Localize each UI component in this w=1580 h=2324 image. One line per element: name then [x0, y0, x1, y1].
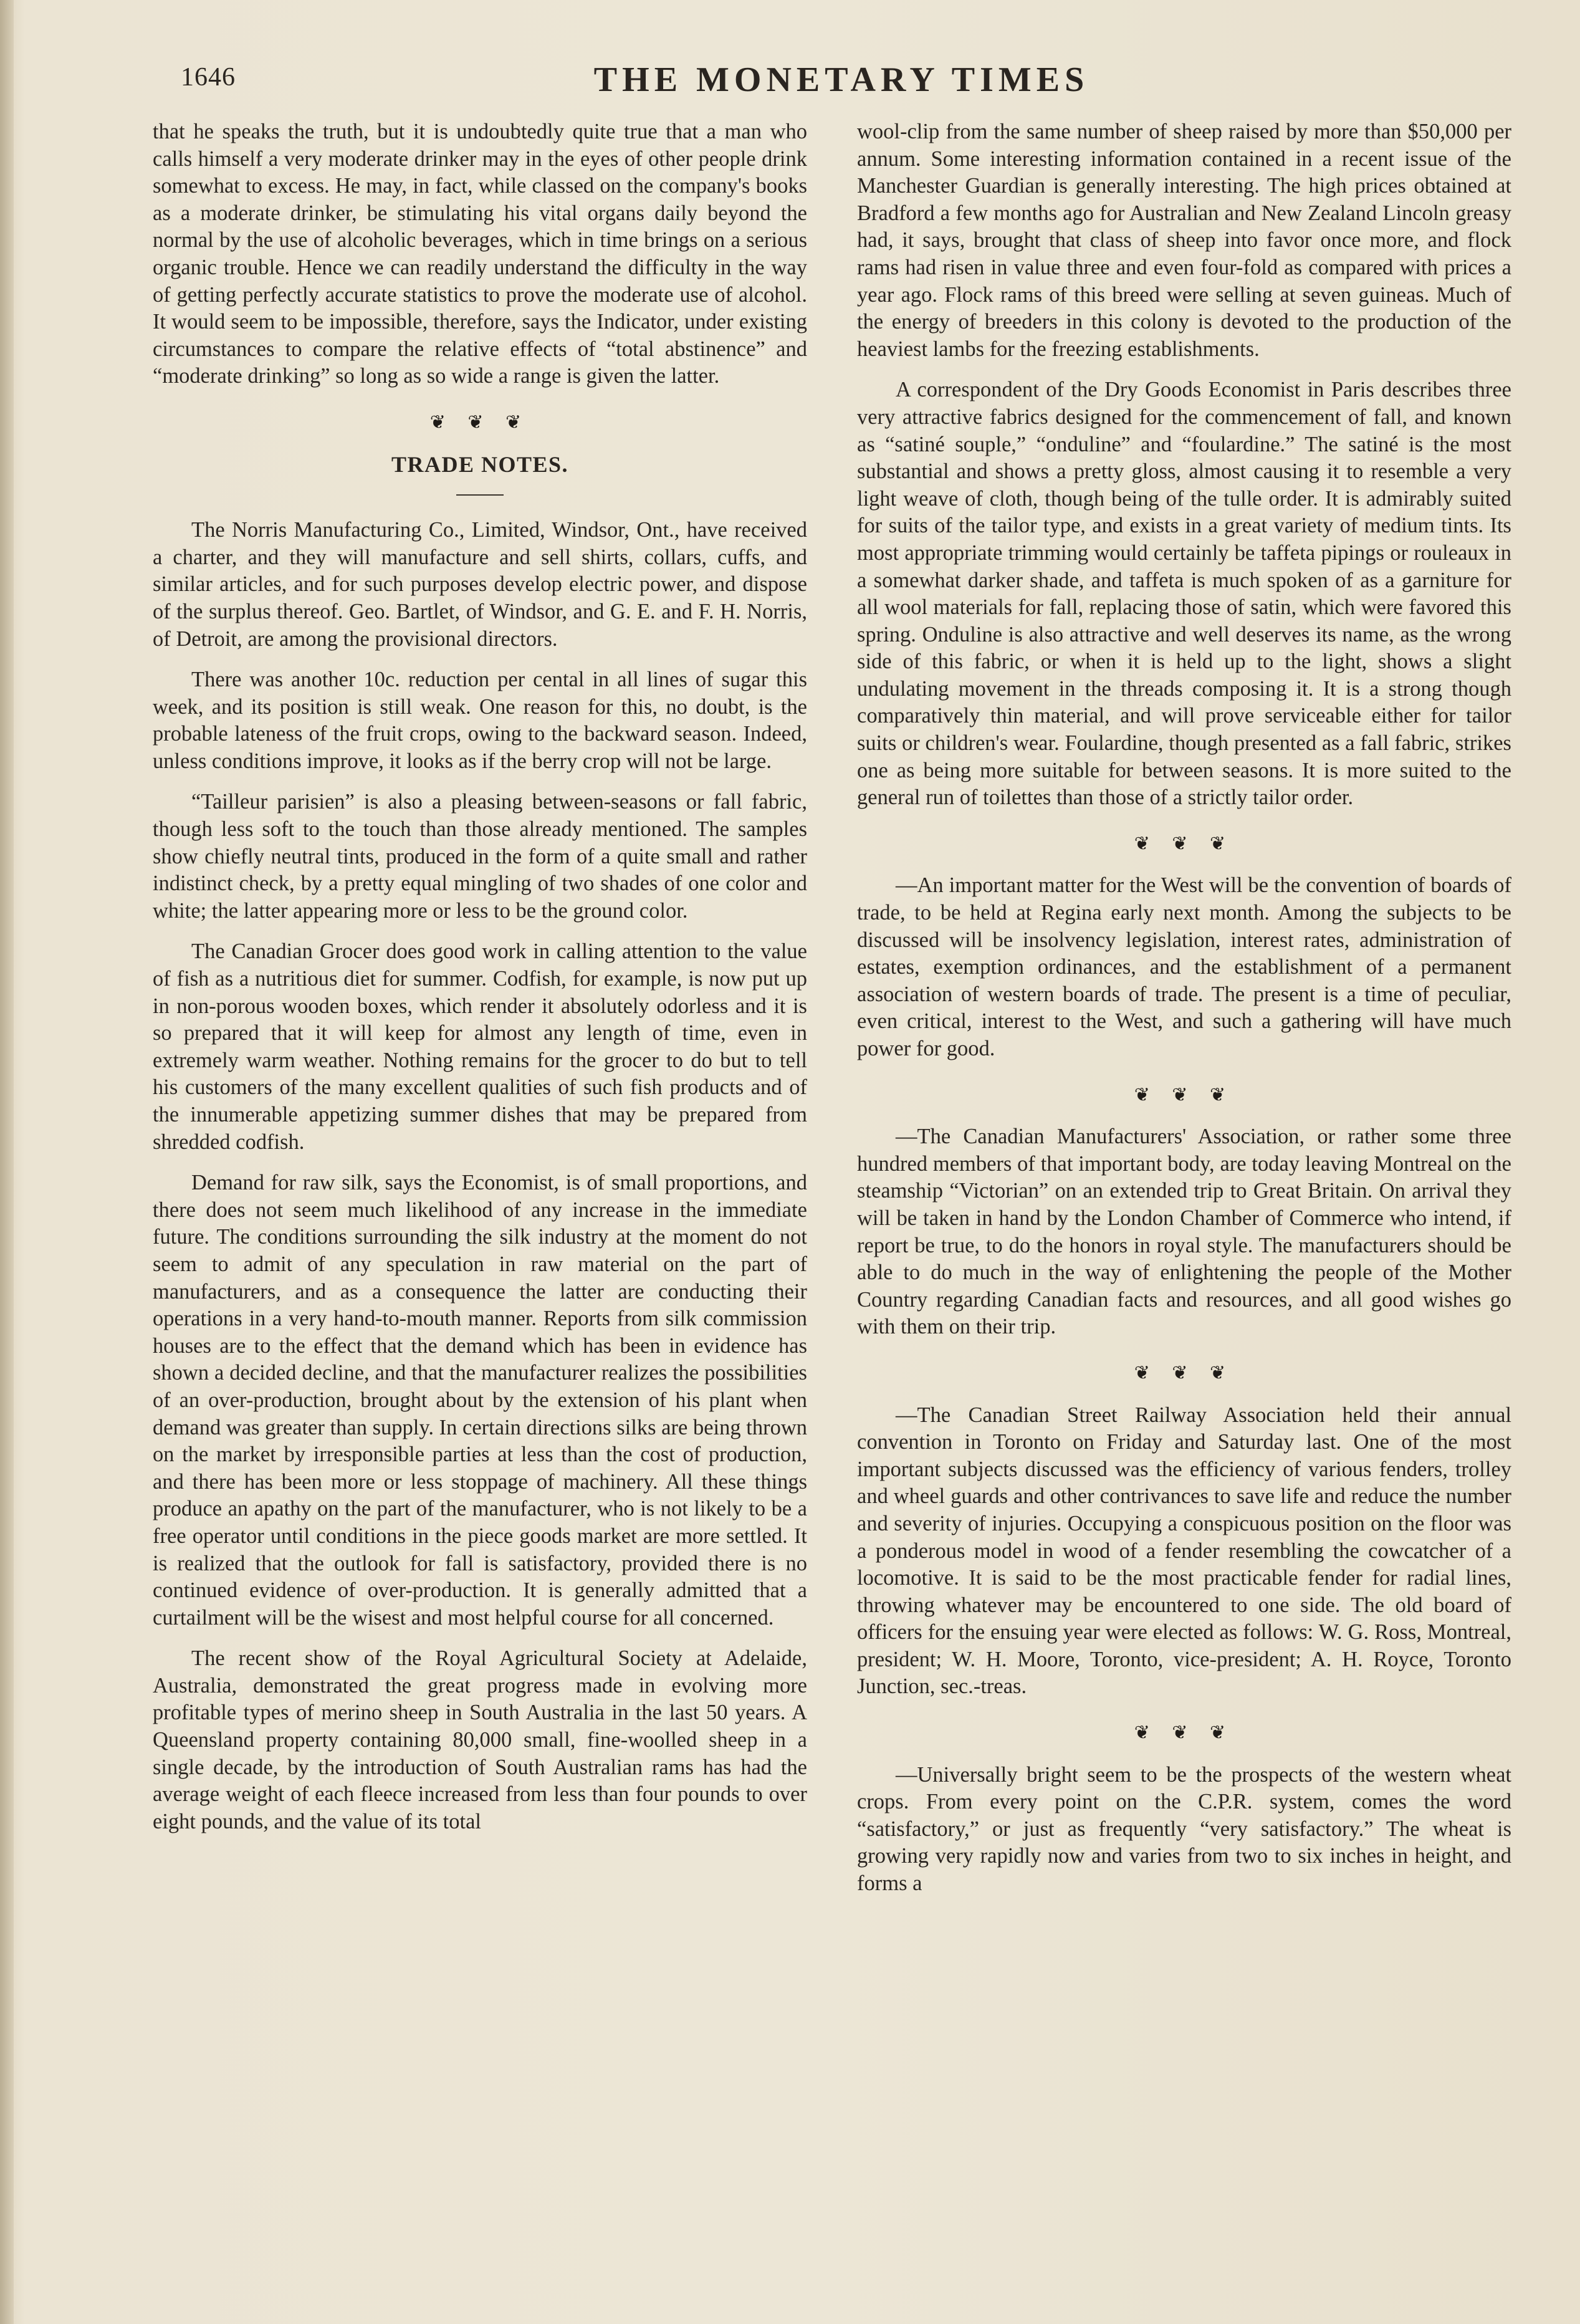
paragraph-codfish: The Canadian Grocer does good work in calling attention to the value of fish as a nutritious diet for summer. Codfish, for example, is now put up in non-porous wooden boxes, which render it absolutely odorless and it is so prepared that it will keep for almost any length of time, even in extremely warm weather. Nothing remains for the grocer to do but to tell his customers of the many excellent qualities of such fish products and of the innumerable appetizing summer dishes that may be prepared from shredded codfish. [153, 939, 807, 1154]
section-heading-trade-notes: TRADE NOTES. [391, 451, 569, 477]
paragraph-sugar: There was another 10c. reduction per cental in all lines of sugar this week, and its position is still weak. One reason for this, no doubt, is the probable lateness of the fruit crops, owing to the backward season. Indeed, unless conditions improve, it looks as if the berry crop will not be large. [153, 668, 807, 773]
paragraph-manufacturers-association: —The Canadian Manufacturers' Association, or rather some three hundred members of that important body, are today leaving Montreal on the steamship “Victorian” on an extended trip to Great Britain. On arrival they will be taken in hand by the London Chamber of Commerce who intend, if report be true, to do the honors in royal style. The manufacturers should be able to do much in the way of enlightening the people of the Mother Country regarding Canadian facts and resources, and all good wishes go with them on their trip. [857, 1125, 1511, 1339]
section-ornament: ❦ ❦ ❦ [429, 411, 530, 433]
heading-rule [456, 494, 504, 496]
book-spine-edge [0, 0, 14, 2324]
paragraph-boards-of-trade: —An important matter for the West will be the convention of boards of trade, to be held at Regina early next month. Among the subjects to be discussed will be insolvency legislation, interest rates, administration of estates, exemption ordinances, and the establishment of a permanent association of western boards of trade. The present is a time of peculiar, even critical, interest to the West, and such a gathering will have much power for good. [857, 873, 1511, 1060]
page-header [150, 62, 1533, 112]
paragraph-street-railway: —The Canadian Street Railway Association held their annual convention in Toronto on Friday and Saturday last. One of the most important subjects discussed was the efficiency of various fenders, trolley and wheel guards and other contrivances to save life and reduce the number and severity of injuries. Occupying a conspicuous position on the floor was a ponderous model in wood of a fender resembling the cowcatcher of a locomotive. It is said to be the most practicable fender for radial lines, throwing whatever may be encountered to one side. The old board of officers for the ensuing year were elected as follows: W. G. Ross, Montreal, president; W. H. Moore, Toronto, vice-president; A. H. Royce, Toronto Junction, sec.-treas. [857, 1403, 1511, 1699]
section-ornament: ❦ ❦ ❦ [1134, 1084, 1235, 1105]
left-column [153, 118, 807, 1835]
section-ornament: ❦ ❦ ❦ [1134, 1722, 1235, 1744]
paragraph-merino-sheep: The recent show of the Royal Agricultural Society at Adelaide, Australia, demonstrated the great progress made in evolving more profitable types of merino sheep in South Australia in the last 50 years. A Queensland property containing 80,000 small, fine-woolled sheep in a single decade, by the introduction of South Australian rams has had the average weight of each fleece increased from less than four pounds to over eight pounds, and the value of its total [153, 1646, 807, 1833]
paragraph-continued: that he speaks the truth, but it is undoubtedly quite true that a man who calls himself a very moderate drinker may in the eyes of other people drink somewhat to excess. He may, in fact, while classed on the company's books as a moderate drinker, be stimulating his vital organs daily beyond the normal by the use of alcoholic beverages, which in time brings on a serious organic trouble. Hence we can readily understand the difficulty in the way of getting perfectly accurate statistics to prove the moderate use of alcohol. It would seem to be impossible, therefore, says the Indicator, under existing circumstances to compare the relative effects of “total abstinence” and “moderate drinking” so long as so wide a range is given the latter. [153, 120, 807, 388]
right-column [857, 118, 1511, 1898]
paragraph-wool-clip: wool-clip from the same number of sheep raised by more than $50,000 per annum. Some interesting information contained in a recent issue of the Manchester Guardian is generally interesting. The high prices obtained at Bradford a few months ago for Australian and New Zealand Lincoln greasy had, it says, brought that class of sheep into favor once more, and flock rams had risen in value three and even four-fold as compared with prices a year ago. Flock rams of this breed were selling at seven guineas. Much of the energy of breeders in this colony is devoted to the production of the heaviest lambs for the freezing establishments. [857, 120, 1511, 361]
paragraph-tailleur: “Tailleur parisien” is also a pleasing between-seasons or fall fabric, though less soft to the touch than those already mentioned. The samples show chiefly neutral tints, produced in the form of a quite small and rather indistinct check, by a pretty equal mingling of two shades of one color and white; the latter appearing more or less to be the ground color. [153, 790, 807, 923]
paragraph-fabrics-paris: A correspondent of the Dry Goods Economist in Paris describes three very attractive fabrics designed for the commencement of fall, and known as “satiné souple,” “onduline” and “foulardine.” The satiné is the most substantial and shows a pretty gloss, almost causing it to resemble a very light weave of cloth, though being of the tulle order. It is admirably suited for suits of the tailor type, and exists in a great variety of medium tints. Its most appropriate trimming would certainly be taffeta pipings or rouleaux in a somewhat darker shade, and taffeta is much spoken of as a garniture for all wool materials for fall, replacing those of satin, which were favored this spring. Onduline is also attractive and well deserves its name, as the wrong side of this fabric, or when it is held up to the light, shows a slight undulating movement in the threads composing it. It is a strong though comparatively thin material, and will prove serviceable either for tailor suits or children's wear. Foulardine, though presented as a fall fabric, strikes one as being more suitable for between seasons. It is more suited to the general run of toilettes than those of a strictly tailor order. [857, 378, 1511, 810]
section-ornament: ❦ ❦ ❦ [1134, 1362, 1235, 1383]
page-number: 1646 [181, 63, 236, 92]
paragraph-raw-silk: Demand for raw silk, says the Economist, is of small proportions, and there does not seem much likelihood of any increase in the immediate future. The conditions surrounding the silk industry at the moment do not seem to admit of any speculation in raw material on the part of manufacturers, and as a consequence the latter are conducting their operations in a very hand-to-mouth manner. Reports from silk commission houses are to the effect that the demand which has been in evidence has shown a decided decline, and that the manufacturer realizes the possibilities of an over-production, brought about by the extension of his plant when demand was greater than supply. In certain directions silks are being thrown on the market by irresponsible parties at less than the cost of production, and there has been more or less stoppage of machinery. All these things produce an apathy on the part of the manufacturer, who is not likely to be a free operator until conditions in the piece goods market are more settled. It is realized that the outlook for fall is satisfactory, provided there is no continued evidence of over-production. It is generally admitted that a curtailment will be the wisest and most helpful course for all concerned. [153, 1171, 807, 1630]
publication-title: THE MONETARY TIMES [593, 60, 1089, 99]
paragraph-norris: The Norris Manufacturing Co., Limited, Windsor, Ont., have received a charter, and they will manufacture and sell shirts, collars, cuffs, and similar articles, and for such purposes develop electric power, and dispose of the surplus thereof. Geo. Bartlet, of Windsor, and G. E. and F. H. Norris, of Detroit, are among the provisional directors. [153, 518, 807, 651]
section-ornament: ❦ ❦ ❦ [1134, 833, 1235, 854]
paragraph-wheat-crops: —Universally bright seem to be the prospects of the western wheat crops. From every point on the C.P.R. system, comes the word “satisfactory,” or just as frequently “very satisfactory.” The wheat is growing very rapidly now and varies from two to six inches in height, and forms a [857, 1762, 1511, 1896]
